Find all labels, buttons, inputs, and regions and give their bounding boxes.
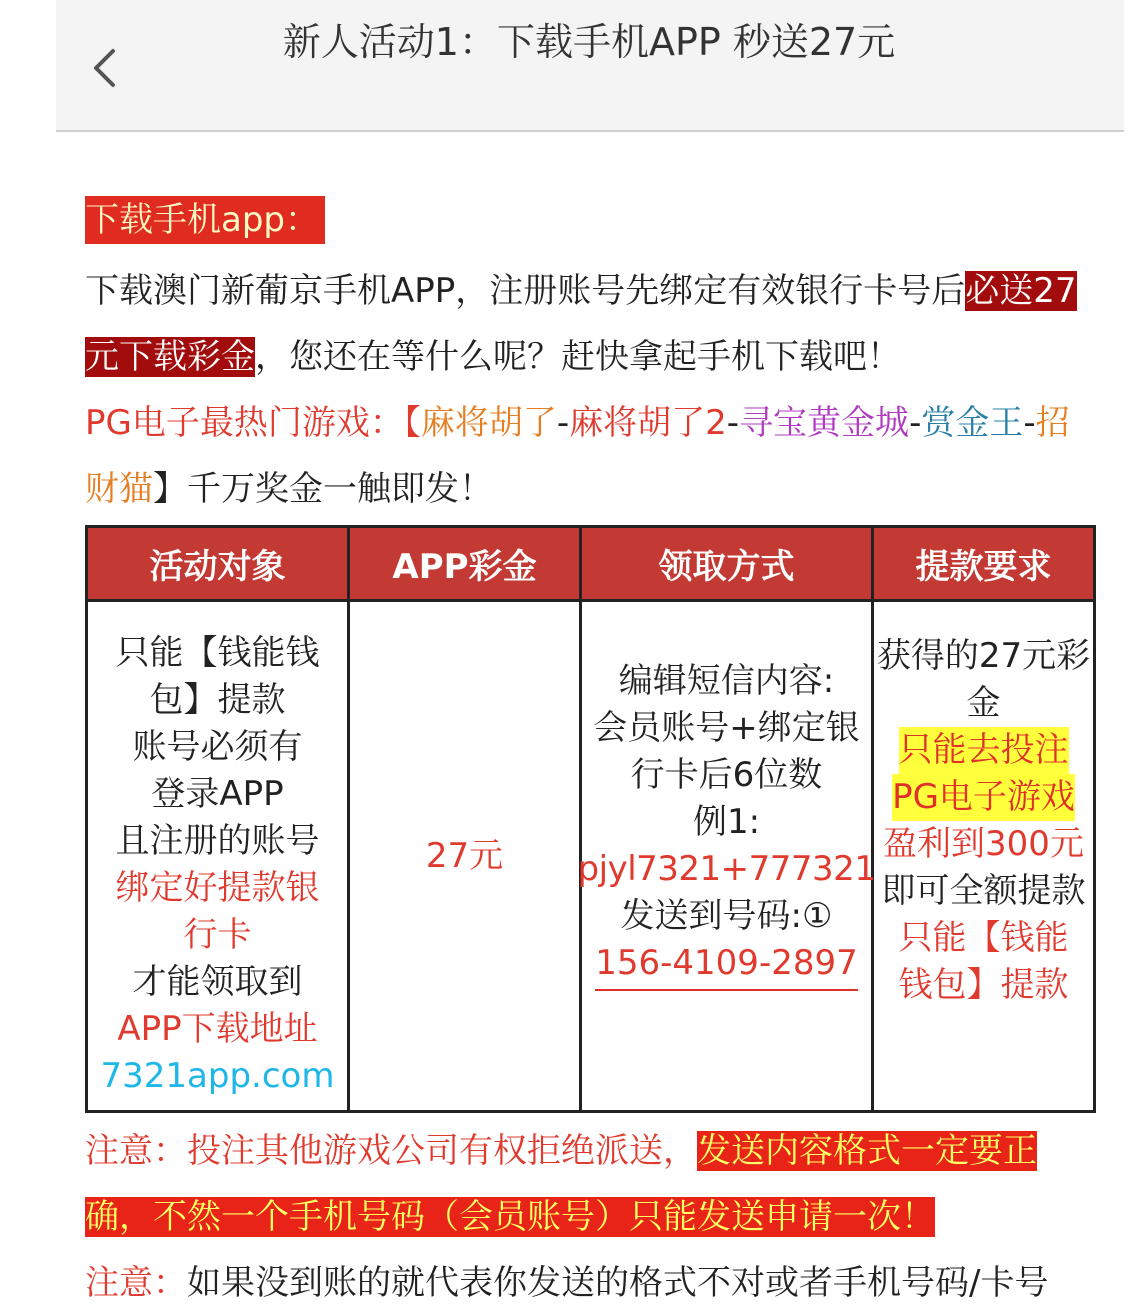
game-mahjong: 麻将胡了 bbox=[420, 403, 557, 443]
cell-text: 且注册的账号 bbox=[115, 821, 320, 861]
cell-text: 会员账号+绑定银行卡后6位数 bbox=[593, 707, 860, 795]
cell-text: 绑定好提款银行卡 bbox=[115, 868, 320, 955]
promo-table bbox=[85, 525, 1096, 1113]
table-header: APP彩金 bbox=[350, 528, 582, 602]
bonus-highlight: 必送27元下载彩金 bbox=[85, 271, 1077, 377]
games-prefix: PG电子最热门游戏：【 bbox=[85, 403, 421, 443]
notice-highlight: 发送内容格式一定要正确，不然一个手机号码（会员账号）只能发送申请一次！ bbox=[85, 1131, 1037, 1237]
target-cell bbox=[88, 602, 350, 1110]
games-paragraph bbox=[85, 390, 1095, 522]
page-title: 新人活动1：下载手机APP 秒送27元 bbox=[282, 20, 896, 64]
download-link[interactable]: 7321app.com bbox=[100, 1056, 335, 1096]
cell-text: 例1: bbox=[692, 801, 761, 842]
section-label: 下载手机app： bbox=[85, 196, 325, 244]
table-header: 领取方式 bbox=[582, 528, 874, 602]
cell-text: 只能【钱能钱包】提款 bbox=[115, 633, 320, 720]
chevron-left-icon bbox=[91, 47, 117, 89]
notice-text: 投注其他游戏公司有权拒绝派送， bbox=[187, 1131, 697, 1171]
cell-text: 只能去投注 bbox=[899, 727, 1069, 774]
cell-text: 账号必须有登录APP bbox=[132, 727, 303, 814]
notice-label: 注意： bbox=[85, 1131, 187, 1171]
cell-text: 获得的27元彩金 bbox=[876, 636, 1091, 723]
intro-section bbox=[85, 196, 1095, 522]
table-header: 提款要求 bbox=[874, 528, 1093, 602]
cell-text: 只能【钱能钱包】提款 bbox=[898, 918, 1069, 1005]
notice-section bbox=[85, 1118, 1095, 1305]
separator: - bbox=[726, 403, 740, 443]
game-fortune-cat: 招财猫 bbox=[85, 403, 1070, 509]
separator: - bbox=[909, 403, 922, 443]
cell-text: 即可全额提款 bbox=[881, 871, 1086, 911]
intro-text-2: ，您还在等什么呢？赶快拿起手机下载吧！ bbox=[255, 337, 901, 377]
cell-text: 编辑短信内容: bbox=[618, 660, 835, 701]
cell-text: 才能领取到 bbox=[132, 962, 303, 1002]
notice-label: 注意： bbox=[85, 1263, 187, 1303]
withdraw-cell bbox=[874, 602, 1093, 1110]
cell-text: PG电子游戏 bbox=[892, 774, 1075, 821]
game-bounty: 赏金王 bbox=[921, 403, 1024, 443]
notice-text: 如果没到账的就代表你发送的格式不对或者手机号码/卡号 bbox=[187, 1263, 1049, 1303]
cell-text: 发送到号码:① bbox=[620, 895, 833, 936]
intro-paragraph bbox=[85, 258, 1095, 390]
phone-number[interactable]: 156-4109-2897 bbox=[595, 940, 858, 991]
game-treasure: 寻宝黄金城 bbox=[739, 403, 910, 443]
notice-1 bbox=[85, 1118, 1095, 1250]
claim-method-cell bbox=[577, 602, 876, 1110]
cell-text: 盈利到300元 bbox=[883, 824, 1084, 864]
notice-2 bbox=[85, 1250, 1095, 1305]
cell-text: APP下载地址 bbox=[117, 1009, 318, 1049]
game-mahjong-2: 麻将胡了2 bbox=[569, 403, 727, 443]
intro-text: 下载澳门新葡京手机APP，注册账号先绑定有效银行卡号后 bbox=[85, 271, 966, 311]
sms-example: pjyl7321+777321 bbox=[577, 848, 876, 889]
table-header: 活动对象 bbox=[88, 528, 350, 602]
bonus-cell bbox=[350, 602, 582, 1110]
title-bar bbox=[56, 0, 1124, 132]
games-suffix: 】千万奖金一触即发！ bbox=[153, 469, 493, 509]
bonus-amount: 27元 bbox=[425, 835, 504, 876]
separator: - bbox=[1023, 403, 1036, 443]
separator: - bbox=[556, 403, 570, 443]
back-button[interactable] bbox=[84, 42, 124, 94]
